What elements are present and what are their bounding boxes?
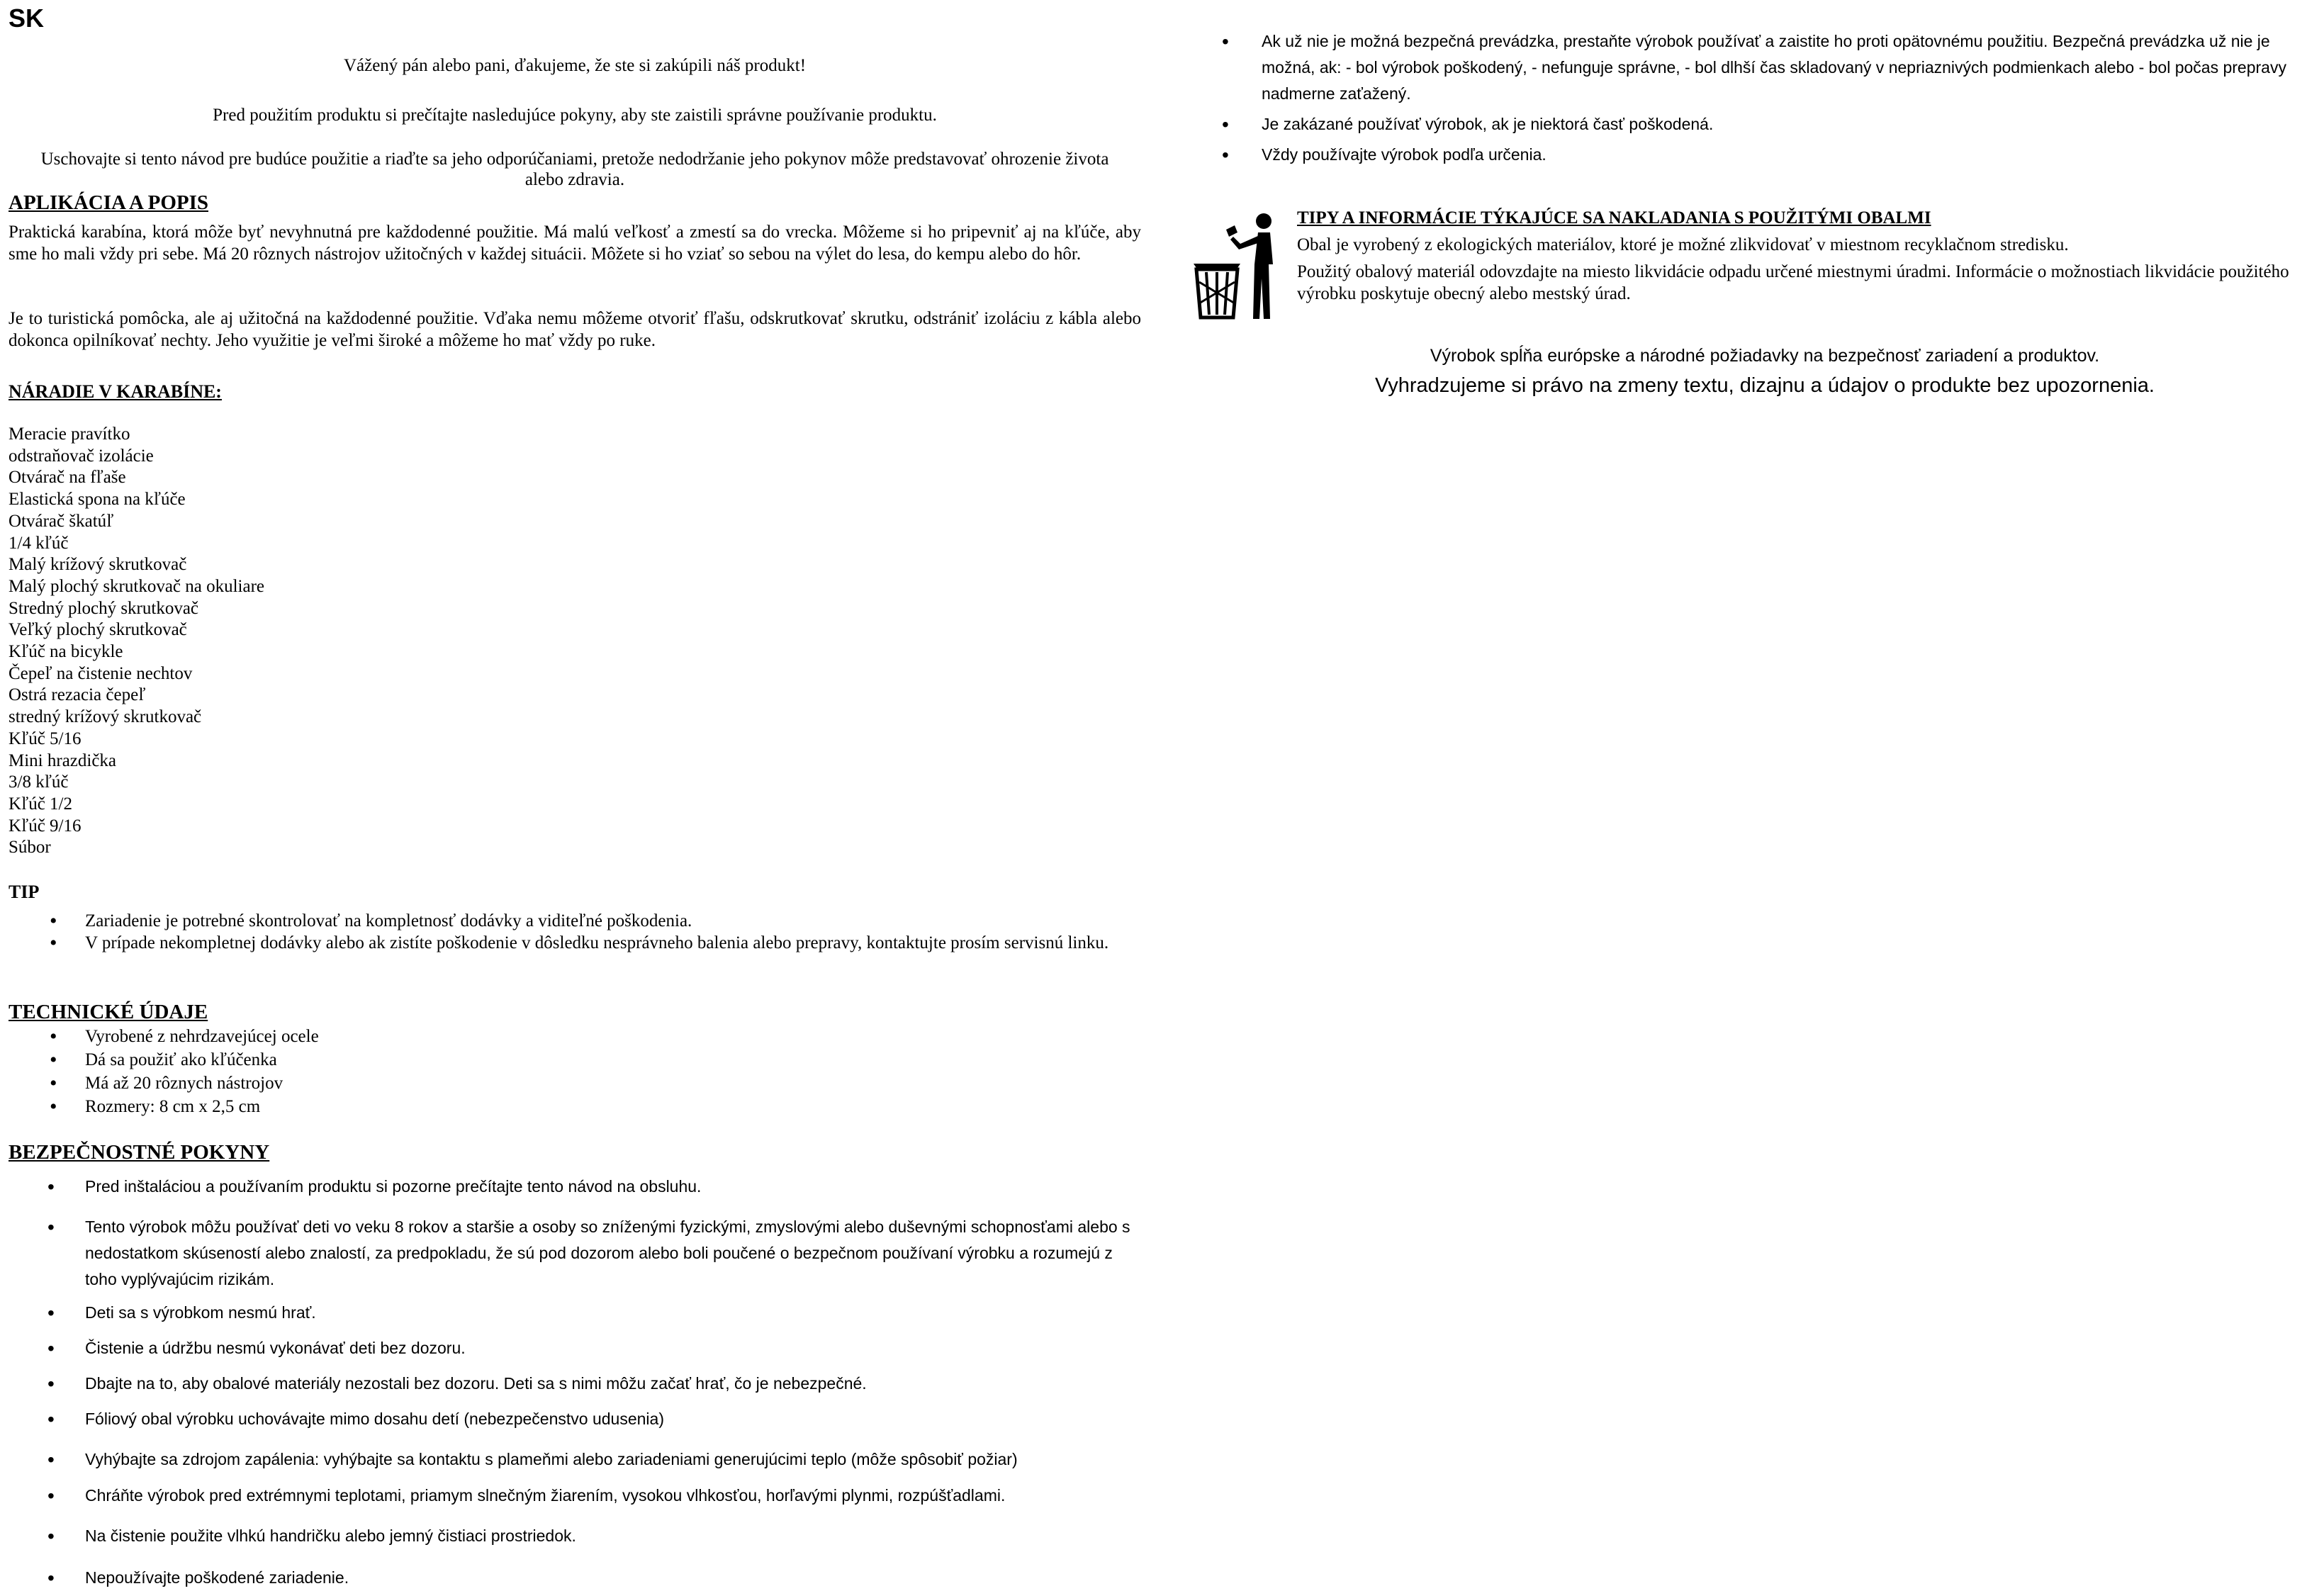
- tool-item: Veľký plochý skrutkovač: [9, 620, 187, 640]
- tool-item: Otvárač škatúľ: [9, 511, 114, 531]
- bullet-icon: •: [1222, 30, 1229, 52]
- safety-item: • Ak už nie je možná bezpečná prevádzka, prestaňte výrobok používať a zaistite ho proti opätovnému použitiu. Bezpečná prevádzka už nie je možná, ak: - bol výrobok poškodený, - nefunguje správne, - bol dlhší čas skladovaný v nepriaznivých podmienkach alebo - bol počas prepravy nadmerne zaťažený.: [1219, 28, 2311, 107]
- language-code: SK: [9, 4, 45, 33]
- application-paragraph-2: Je to turistická pomôcka, ale aj užitočná na každodenné použitie. Vďaka nemu môžeme otvoriť fľašu, odskrutkovať skrutku, odstrániť izoláciu z kábla alebo dokonca opilníkovať nechty. Jeho využitie je veľmi široké a môžeme ho mať vždy po ruke.: [9, 309, 1141, 350]
- tool-item: Kľúč na bicykle: [9, 642, 123, 662]
- tech-list: [9, 1025, 1141, 1118]
- rights-reserved-note: Vyhradzujeme si právo na zmeny textu, dizajnu a údajov o produkte bez upozornenia.: [1375, 374, 2155, 397]
- safety-item: • Chráňte výrobok pred extrémnymi teplotami, priamym slnečným žiarením, vysokou vlhkosťou, horľavými plynmi, rozpúšťadlami.: [9, 1483, 1141, 1509]
- bullet-icon: •: [47, 1449, 55, 1471]
- tool-item: stredný krížový skrutkovač: [9, 707, 202, 727]
- tool-item: Ostrá rezacia čepeľ: [9, 685, 146, 705]
- tool-item: Čepeľ na čistenie nechtov: [9, 663, 193, 683]
- safety-item: • Deti sa s výrobkom nesmú hrať.: [9, 1300, 1141, 1326]
- recycle-bin-icon: [1191, 211, 1279, 323]
- bullet-icon: •: [50, 1048, 57, 1072]
- tech-title: TECHNICKÉ ÚDAJE: [9, 1001, 208, 1023]
- tool-item: Kľúč 9/16: [9, 816, 82, 836]
- tool-item: Malý plochý skrutkovač na okuliare: [9, 576, 265, 596]
- bullet-icon: •: [47, 1302, 55, 1324]
- tip-item: • Zariadenie je potrebné skontrolovať na kompletnosť dodávky a viditeľné poškodenia.: [50, 909, 692, 933]
- safety-item: • Dbajte na to, aby obalové materiály nezostali bez dozoru. Deti sa s nimi môžu začať hrať, čo je nebezpečné.: [9, 1371, 1141, 1397]
- tool-item: Malý krížový skrutkovač: [9, 555, 187, 575]
- safety-item: • Fóliový obal výrobku uchovávajte mimo dosahu detí (nebezpečenstvo udusenia): [9, 1406, 1141, 1432]
- bullet-icon: •: [47, 1176, 55, 1198]
- safety-list: [9, 1174, 1141, 1591]
- bullet-icon: •: [47, 1373, 55, 1395]
- tech-item: • Rozmery: 8 cm x 2,5 cm: [50, 1095, 261, 1118]
- tool-item: Elastická spona na kľúče: [9, 490, 186, 510]
- bullet-icon: •: [47, 1216, 55, 1238]
- bullet-icon: •: [50, 1025, 57, 1048]
- bullet-icon: •: [50, 1072, 57, 1095]
- application-paragraph-1: Praktická karabína, ktorá môže byť nevyhnutná pre každodenné použitie. Má malú veľkosť a zmestí sa do vrecka. Môžeme si ho pripevniť aj na kľúče, aby sme ho mali vždy pri sebe. Má 20 rôznych nástrojov užitočných v každej situácii. Môžete si ho vziať so sebou na výlet do lesa, do kempu alebo do hôr.: [9, 223, 1141, 264]
- packaging-title: TIPY A INFORMÁCIE TÝKAJÚCE SA NAKLADANIA S POUŽITÝMI OBALMI: [1297, 208, 1931, 227]
- bullet-icon: •: [1222, 113, 1229, 135]
- tech-item: • Vyrobené z nehrdzavejúcej ocele: [50, 1025, 319, 1048]
- bullet-icon: •: [50, 931, 57, 955]
- packaging-section: [1297, 206, 2311, 308]
- tool-item: 1/4 kľúč: [9, 533, 69, 553]
- bullet-icon: •: [47, 1485, 55, 1507]
- packaging-paragraph-2: Použitý obalový materiál odovzdajte na miesto likvidácie odpadu určené miestnymi úradmi. Informácie o možnostiach likvidácie použitého výrobku poskytuje obecný alebo mestský úrad.: [1297, 262, 2289, 303]
- tool-item: odstraňovač izolácie: [9, 446, 154, 466]
- tech-item: • Dá sa použiť ako kľúčenka: [50, 1048, 277, 1072]
- safety-item: • Tento výrobok môžu používať deti vo veku 8 rokov a staršie a osoby so zníženými fyzickými, zmyslovými alebo duševnými schopnosťami alebo s nedostatkom skúseností alebo znalostí, za predpokladu, že sú pod dozorom alebo boli poučené o bezpečnom používaní výrobku a rozumejú z toho vyplývajúcim rizikám.: [9, 1214, 1141, 1293]
- safety-item: • Pred inštaláciou a používaním produktu si pozorne prečítajte tento návod na obsluhu.: [9, 1174, 1141, 1200]
- bullet-icon: •: [47, 1337, 55, 1359]
- compliance-statement: Výrobok spĺňa európske a národné požiadavky na bezpečnosť zariadení a produktov.: [1430, 346, 2100, 366]
- bullet-icon: •: [47, 1408, 55, 1430]
- tool-item: Súbor: [9, 838, 51, 858]
- bullet-icon: •: [50, 909, 57, 933]
- tool-item: Mini hrazdička: [9, 750, 117, 770]
- bullet-icon: •: [1222, 144, 1229, 166]
- safety-item: • Čistenie a údržbu nesmú vykonávať deti bez dozoru.: [9, 1335, 1141, 1361]
- tools-title: NÁRADIE V KARABÍNE:: [9, 381, 222, 402]
- safety-title: BEZPEČNOSTNÉ POKYNY: [9, 1141, 270, 1164]
- safety-item: • Je zakázané používať výrobok, ak je niektorá časť poškodená.: [1219, 111, 2311, 137]
- safety-item: • Vyhýbajte sa zdrojom zapálenia: vyhýbajte sa kontaktu s plameňmi alebo zariadeniami generujúcimi teplo (môže spôsobiť požiar): [9, 1446, 1141, 1473]
- bullet-icon: •: [47, 1525, 55, 1547]
- tip-title: TIP: [9, 882, 40, 902]
- bullet-icon: •: [47, 1567, 55, 1589]
- tool-item: Kľúč 1/2: [9, 794, 73, 814]
- tool-item: Otvárač na fľaše: [9, 468, 126, 488]
- safety-item: • Na čistenie použite vlhkú handričku alebo jemný čistiaci prostriedok.: [9, 1523, 1141, 1549]
- tip-list: [9, 910, 1141, 954]
- read-first-note: Pred použitím produktu si prečítajte nasledujúce pokyny, aby ste zaistili správne používanie produktu.: [213, 106, 937, 125]
- safety-item: • Nepoužívajte poškodené zariadenie.: [9, 1565, 1141, 1591]
- greeting: Vážený pán alebo pani, ďakujeme, že ste si zakúpili náš produkt!: [343, 56, 807, 75]
- tech-item: • Má až 20 rôznych nástrojov: [50, 1072, 284, 1095]
- application-title: APLIKÁCIA A POPIS: [9, 191, 208, 214]
- bullet-icon: •: [50, 1095, 57, 1118]
- tool-item: 3/8 kľúč: [9, 772, 69, 792]
- tool-item: Kľúč 5/16: [9, 729, 82, 748]
- tool-item: Stredný plochý skrutkovač: [9, 598, 199, 618]
- tip-item: • V prípade nekompletnej dodávky alebo ak zistíte poškodenie v dôsledku nesprávneho balenia alebo prepravy, kontaktujte prosím servisnú linku.: [50, 931, 1109, 955]
- safety-item: • Vždy používajte výrobok podľa určenia.: [1219, 142, 2311, 168]
- safety-continued-list: [1219, 28, 2311, 172]
- tools-list: [9, 424, 264, 859]
- packaging-paragraph-1: Obal je vyrobený z ekologických materiálov, ktoré je možné zlikvidovať v miestnom recyklačnom stredisku.: [1297, 235, 2069, 254]
- tool-item: Meracie pravítko: [9, 425, 130, 444]
- keep-manual-note: Uschovajte si tento návod pre budúce použitie a riaďte sa jeho odporúčaniami, pretože nedodržanie jeho pokynov môže predstavovať ohrozenie života alebo zdravia.: [40, 150, 1109, 189]
